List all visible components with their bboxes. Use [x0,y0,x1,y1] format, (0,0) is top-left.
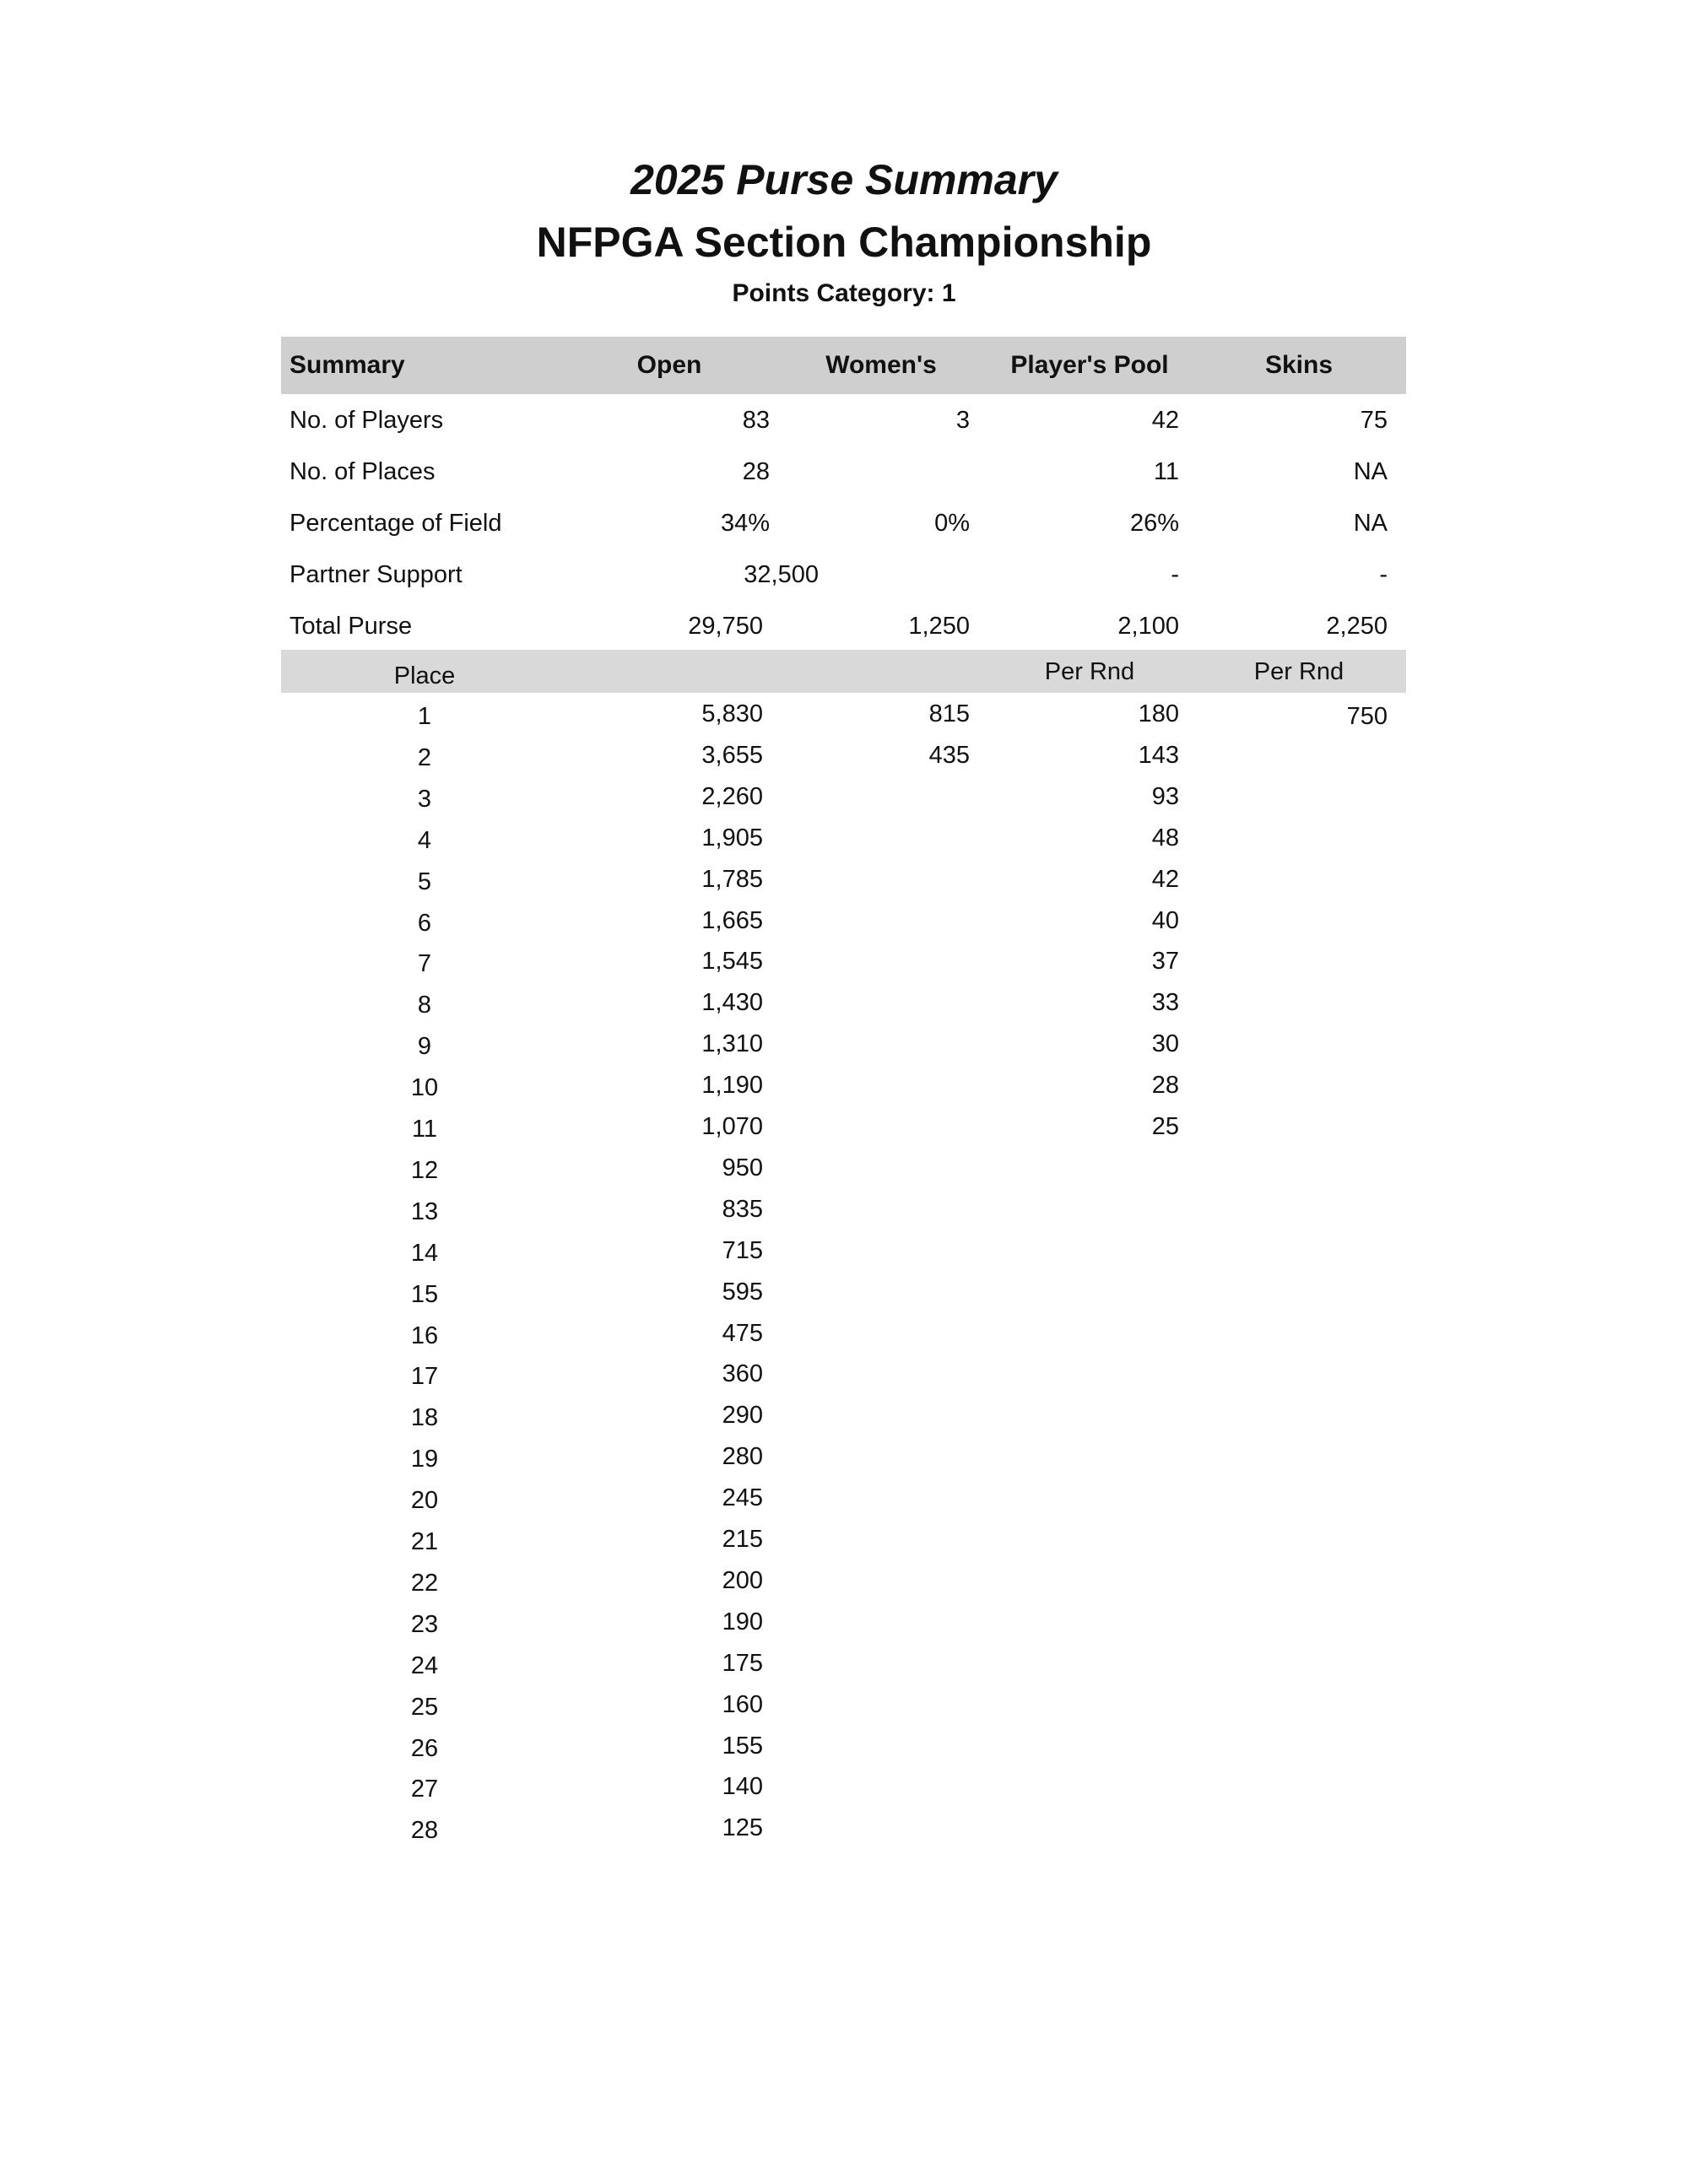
place-pool-payout: 180 [1138,700,1179,727]
place-number: 14 [410,1239,439,1267]
summary-pool-value: - [1171,561,1179,588]
summary-row-label: Percentage of Field [289,510,502,537]
header-womens: Women's [825,351,937,379]
summary-pool-value: 2,100 [1117,613,1179,640]
place-number: 8 [417,992,432,1019]
place-number: 26 [410,1734,439,1762]
place-open-payout: 2,260 [701,782,763,810]
summary-open-value: 28 [742,458,770,485]
header-open: Open [636,351,702,379]
place-open-payout: 715 [722,1236,763,1264]
place-open-payout: 835 [722,1195,763,1223]
place-open-payout: 1,190 [701,1072,763,1100]
place-open-payout: 190 [722,1608,763,1635]
place-number: 15 [410,1280,439,1308]
place-open-payout: 215 [722,1526,763,1553]
place-number: 22 [410,1569,439,1597]
place-number: 24 [410,1652,439,1679]
summary-skins-value: NA [1353,458,1388,485]
place-open-payout: 140 [722,1773,763,1801]
summary-row-label: No. of Places [289,458,436,485]
summary-open-value: 83 [742,407,770,434]
summary-womens-value: 1,250 [908,613,970,640]
summary-skins-value: 75 [1360,407,1388,434]
summary-womens-value: 0% [934,510,970,537]
place-pool-payout: 42 [1151,865,1179,893]
place-number: 12 [410,1156,439,1184]
header-players-pool: Player's Pool [1010,351,1169,379]
place-number: 3 [417,785,432,813]
place-pool-payout: 25 [1151,1113,1179,1140]
place-number: 20 [410,1487,439,1515]
place-open-payout: 160 [722,1690,763,1718]
place-pool-payout: 40 [1151,906,1179,934]
place-open-payout: 3,655 [701,741,763,769]
place-open-payout: 1,545 [701,948,763,976]
place-number: 6 [417,909,432,937]
place-open-payout: 1,430 [701,989,763,1017]
summary-row-label: Partner Support [289,561,463,588]
summary-womens-value: 3 [955,407,970,434]
page-subtitle: NFPGA Section Championship [536,219,1152,266]
summary-pool-value: 42 [1151,407,1179,434]
place-open-payout: 1,785 [701,865,763,893]
summary-pool-value: 26% [1129,510,1179,537]
place-open-payout: 360 [722,1360,763,1388]
place-open-payout: 155 [722,1732,763,1760]
place-number: 23 [410,1610,439,1638]
place-womens-payout: 435 [928,741,970,769]
place-number: 1 [417,703,432,730]
place-number: 16 [410,1322,439,1349]
place-number: 5 [417,868,432,895]
place-number: 18 [410,1404,439,1432]
summary-skins-value: 2,250 [1326,613,1388,640]
place-number: 25 [410,1693,439,1721]
header-pool-per-round: Per Rnd [1044,658,1135,685]
place-pool-payout: 30 [1151,1030,1179,1058]
place-number: 19 [410,1446,439,1473]
place-open-payout: 1,905 [701,824,763,851]
place-open-payout: 200 [722,1566,763,1594]
place-number: 9 [417,1033,432,1061]
summary-open-value: 29,750 [688,613,763,640]
place-open-payout: 5,830 [701,700,763,727]
header-skins-per-round: Per Rnd [1253,658,1344,685]
place-pool-payout: 33 [1151,989,1179,1017]
place-number: 28 [410,1817,439,1845]
place-number: 21 [410,1528,439,1555]
header-place: Place [393,662,456,689]
header-summary: Summary [289,351,405,379]
place-number: 13 [410,1197,439,1225]
place-open-payout: 245 [722,1484,763,1512]
place-open-payout: 475 [722,1319,763,1347]
place-pool-payout: 37 [1151,948,1179,976]
place-pool-payout: 48 [1151,824,1179,851]
place-open-payout: 1,665 [701,906,763,934]
summary-pool-value: 11 [1153,458,1179,485]
place-number: 11 [411,1116,438,1143]
place-womens-payout: 815 [928,700,970,727]
place-number: 27 [410,1776,439,1803]
place-pool-payout: 143 [1138,741,1179,769]
summary-row-label: Total Purse [289,613,413,640]
place-number: 17 [410,1363,439,1391]
place-open-payout: 175 [722,1649,763,1677]
page-title: 2025 Purse Summary [630,156,1058,203]
place-open-payout: 595 [722,1278,763,1306]
header-skins: Skins [1264,351,1334,379]
points-category: Points Category: 1 [732,279,956,307]
summary-skins-value: NA [1353,510,1388,537]
place-skins-payout: 750 [1346,703,1388,730]
place-open-payout: 125 [722,1814,763,1842]
place-number: 10 [410,1074,439,1102]
place-number: 2 [417,743,432,771]
place-pool-payout: 93 [1151,782,1179,810]
place-pool-payout: 28 [1151,1072,1179,1100]
place-open-payout: 290 [722,1402,763,1430]
place-open-payout: 1,310 [701,1030,763,1058]
summary-skins-value: - [1379,561,1388,588]
place-open-payout: 950 [722,1154,763,1181]
place-open-payout: 280 [722,1443,763,1471]
summary-row-label: No. of Players [289,407,444,434]
summary-open-value: 34% [720,510,770,537]
summary-open-value: 32,500 [744,561,819,588]
place-open-payout: 1,070 [701,1113,763,1140]
place-number: 4 [417,826,432,854]
place-number: 7 [417,950,432,978]
